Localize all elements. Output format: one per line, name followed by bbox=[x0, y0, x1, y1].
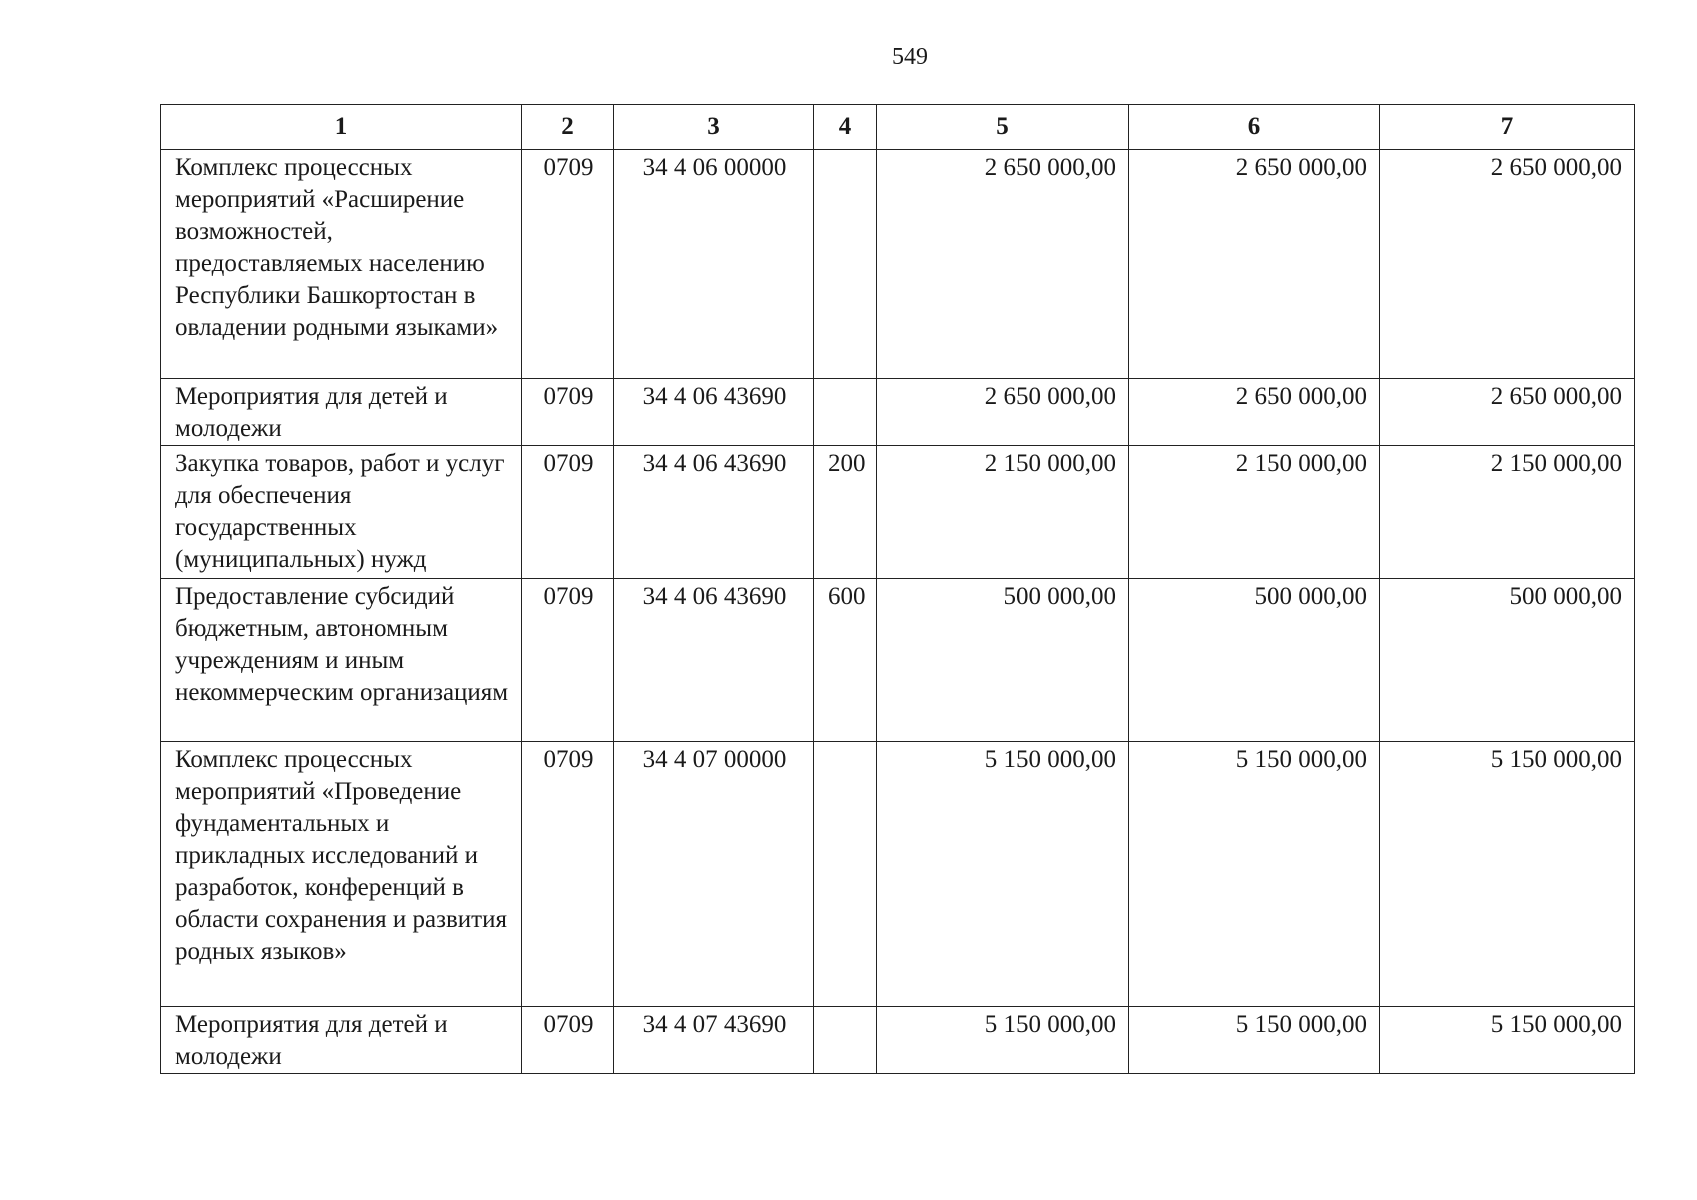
header-row bbox=[161, 105, 1635, 150]
budget-table bbox=[160, 104, 1635, 1074]
column-header: 4 bbox=[814, 105, 877, 150]
row-section: 0709 bbox=[522, 1007, 614, 1074]
table-row bbox=[161, 579, 1635, 742]
table-row bbox=[161, 150, 1635, 379]
row-sum-3: 5 150 000,00 bbox=[1380, 742, 1635, 1007]
row-target: 34 4 06 43690 bbox=[614, 446, 814, 579]
table-body bbox=[161, 150, 1635, 1074]
row-sum-2: 500 000,00 bbox=[1129, 579, 1380, 742]
row-name: Комплекс процессных мероприятий «Проведение фундаментальных и прикладных исследований и разработок, конференций в области сохранения и развития родных языков» bbox=[161, 742, 522, 1007]
row-type bbox=[814, 379, 877, 446]
table-header bbox=[161, 105, 1635, 150]
row-type bbox=[814, 150, 877, 379]
row-target: 34 4 06 43690 bbox=[614, 379, 814, 446]
row-sum-1: 2 650 000,00 bbox=[877, 150, 1129, 379]
row-sum-3: 500 000,00 bbox=[1380, 579, 1635, 742]
row-sum-2: 5 150 000,00 bbox=[1129, 1007, 1380, 1074]
row-sum-2: 2 150 000,00 bbox=[1129, 446, 1380, 579]
row-sum-3: 2 150 000,00 bbox=[1380, 446, 1635, 579]
row-sum-3: 5 150 000,00 bbox=[1380, 1007, 1635, 1074]
table-row bbox=[161, 1007, 1635, 1074]
row-type: 200 bbox=[814, 446, 877, 579]
row-name: Закупка товаров, работ и услуг для обеспечения государственных (муниципальных) нужд bbox=[161, 446, 522, 579]
row-target: 34 4 07 00000 bbox=[614, 742, 814, 1007]
row-section: 0709 bbox=[522, 379, 614, 446]
row-sum-1: 500 000,00 bbox=[877, 579, 1129, 742]
row-sum-1: 5 150 000,00 bbox=[877, 742, 1129, 1007]
row-sum-2: 5 150 000,00 bbox=[1129, 742, 1380, 1007]
column-header: 5 bbox=[877, 105, 1129, 150]
row-section: 0709 bbox=[522, 579, 614, 742]
row-target: 34 4 06 43690 bbox=[614, 579, 814, 742]
column-header: 7 bbox=[1380, 105, 1635, 150]
row-name: Мероприятия для детей и молодежи bbox=[161, 1007, 522, 1074]
row-sum-1: 2 150 000,00 bbox=[877, 446, 1129, 579]
row-section: 0709 bbox=[522, 446, 614, 579]
row-type bbox=[814, 742, 877, 1007]
column-header: 6 bbox=[1129, 105, 1380, 150]
row-target: 34 4 07 43690 bbox=[614, 1007, 814, 1074]
row-sum-3: 2 650 000,00 bbox=[1380, 150, 1635, 379]
row-section: 0709 bbox=[522, 150, 614, 379]
column-header: 2 bbox=[522, 105, 614, 150]
row-sum-1: 2 650 000,00 bbox=[877, 379, 1129, 446]
row-name: Мероприятия для детей и молодежи bbox=[161, 379, 522, 446]
row-sum-2: 2 650 000,00 bbox=[1129, 379, 1380, 446]
table-row bbox=[161, 742, 1635, 1007]
row-type bbox=[814, 1007, 877, 1074]
row-type: 600 bbox=[814, 579, 877, 742]
column-header: 3 bbox=[614, 105, 814, 150]
table-row bbox=[161, 379, 1635, 446]
row-sum-3: 2 650 000,00 bbox=[1380, 379, 1635, 446]
row-sum-1: 5 150 000,00 bbox=[877, 1007, 1129, 1074]
table-row bbox=[161, 446, 1635, 579]
row-name: Комплекс процессных мероприятий «Расширение возможностей, предоставляемых населению Республики Башкортостан в овладении родными языками» bbox=[161, 150, 522, 379]
row-sum-2: 2 650 000,00 bbox=[1129, 150, 1380, 379]
page-number: 549 bbox=[892, 44, 928, 70]
row-name: Предоставление субсидий бюджетным, автономным учреждениям и иным некоммерческим организациям bbox=[161, 579, 522, 742]
row-section: 0709 bbox=[522, 742, 614, 1007]
row-target: 34 4 06 00000 bbox=[614, 150, 814, 379]
column-header: 1 bbox=[161, 105, 522, 150]
